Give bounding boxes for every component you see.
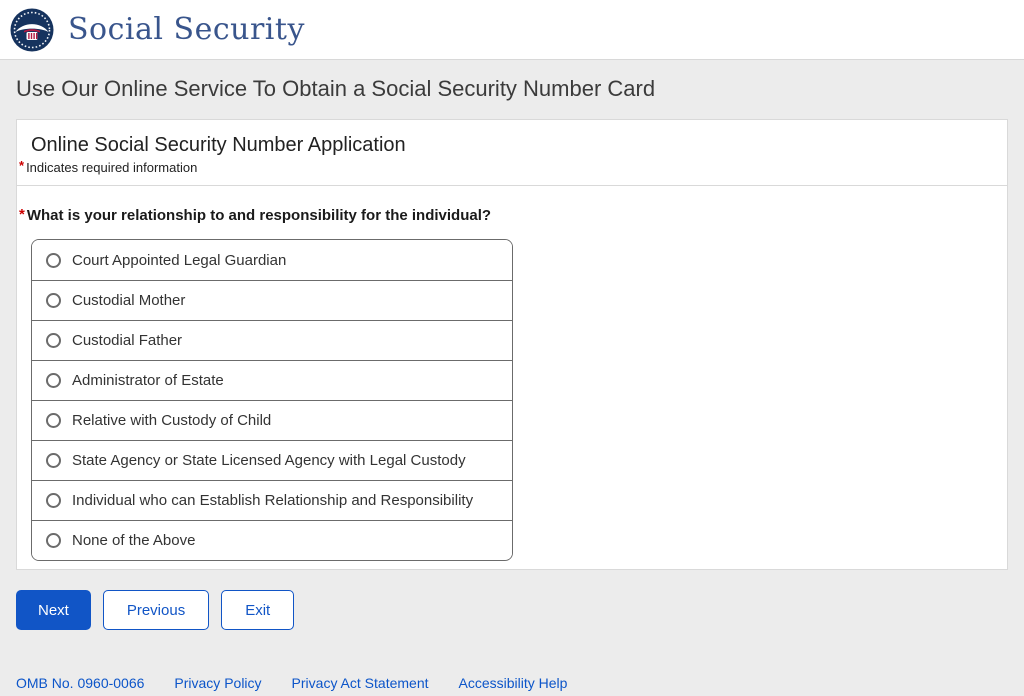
radio-option-label: Individual who can Establish Relationship and Responsibility <box>72 492 474 509</box>
radio-option-row[interactable] <box>32 320 512 360</box>
radio-option-row[interactable] <box>32 280 512 320</box>
footer-link[interactable]: Privacy Policy <box>174 675 262 691</box>
required-note-text: Indicates required information <box>26 160 198 175</box>
radio-option-label: State Agency or State Licensed Agency with Legal Custody <box>72 452 466 469</box>
question-text: What is your relationship to and responsibility for the individual? <box>26 207 492 224</box>
panel-body <box>17 186 1007 569</box>
brand-wordmark: Social Security <box>68 11 305 47</box>
footer-link[interactable]: Accessibility Help <box>458 675 568 691</box>
relationship-radio-group <box>31 239 513 561</box>
radio-option-label: Relative with Custody of Child <box>72 412 272 429</box>
radio-button-icon[interactable] <box>46 413 61 428</box>
radio-option-row[interactable] <box>32 360 512 400</box>
radio-button-icon[interactable] <box>46 453 61 468</box>
radio-button-icon[interactable] <box>46 293 61 308</box>
radio-button-icon[interactable] <box>46 373 61 388</box>
panel-header <box>17 120 1007 186</box>
site-header <box>0 0 1024 60</box>
radio-option-row[interactable] <box>32 240 512 280</box>
radio-button-icon[interactable] <box>46 253 61 268</box>
page-title: Use Our Online Service To Obtain a Social Security Number Card <box>16 76 656 101</box>
radio-button-icon[interactable] <box>46 533 61 548</box>
previous-button[interactable]: Previous <box>103 590 209 630</box>
radio-option-label: Custodial Father <box>72 332 183 349</box>
radio-option-row[interactable] <box>32 440 512 480</box>
application-panel <box>16 119 1008 570</box>
relationship-question-label <box>19 206 993 226</box>
navigation-buttons <box>16 590 1008 630</box>
radio-option-row[interactable] <box>32 400 512 440</box>
panel-title: Online Social Security Number Application <box>31 134 406 156</box>
radio-option-label: Custodial Mother <box>72 292 186 309</box>
radio-button-icon[interactable] <box>46 333 61 348</box>
radio-option-row[interactable] <box>32 520 512 560</box>
footer-link[interactable]: Privacy Act Statement <box>291 675 429 691</box>
required-asterisk: * <box>19 206 25 223</box>
site-footer <box>16 675 1008 691</box>
exit-button[interactable]: Exit <box>221 590 294 630</box>
next-button[interactable]: Next <box>16 590 91 630</box>
omb-number: OMB No. 0960-0066 <box>16 675 145 691</box>
radio-button-icon[interactable] <box>46 493 61 508</box>
radio-option-label: None of the Above <box>72 532 196 549</box>
required-note <box>19 160 993 176</box>
ssa-seal-icon <box>10 8 54 52</box>
radio-option-row[interactable] <box>32 480 512 520</box>
required-asterisk: * <box>19 158 25 173</box>
radio-option-label: Court Appointed Legal Guardian <box>72 251 287 269</box>
radio-option-label: Administrator of Estate <box>72 372 224 389</box>
